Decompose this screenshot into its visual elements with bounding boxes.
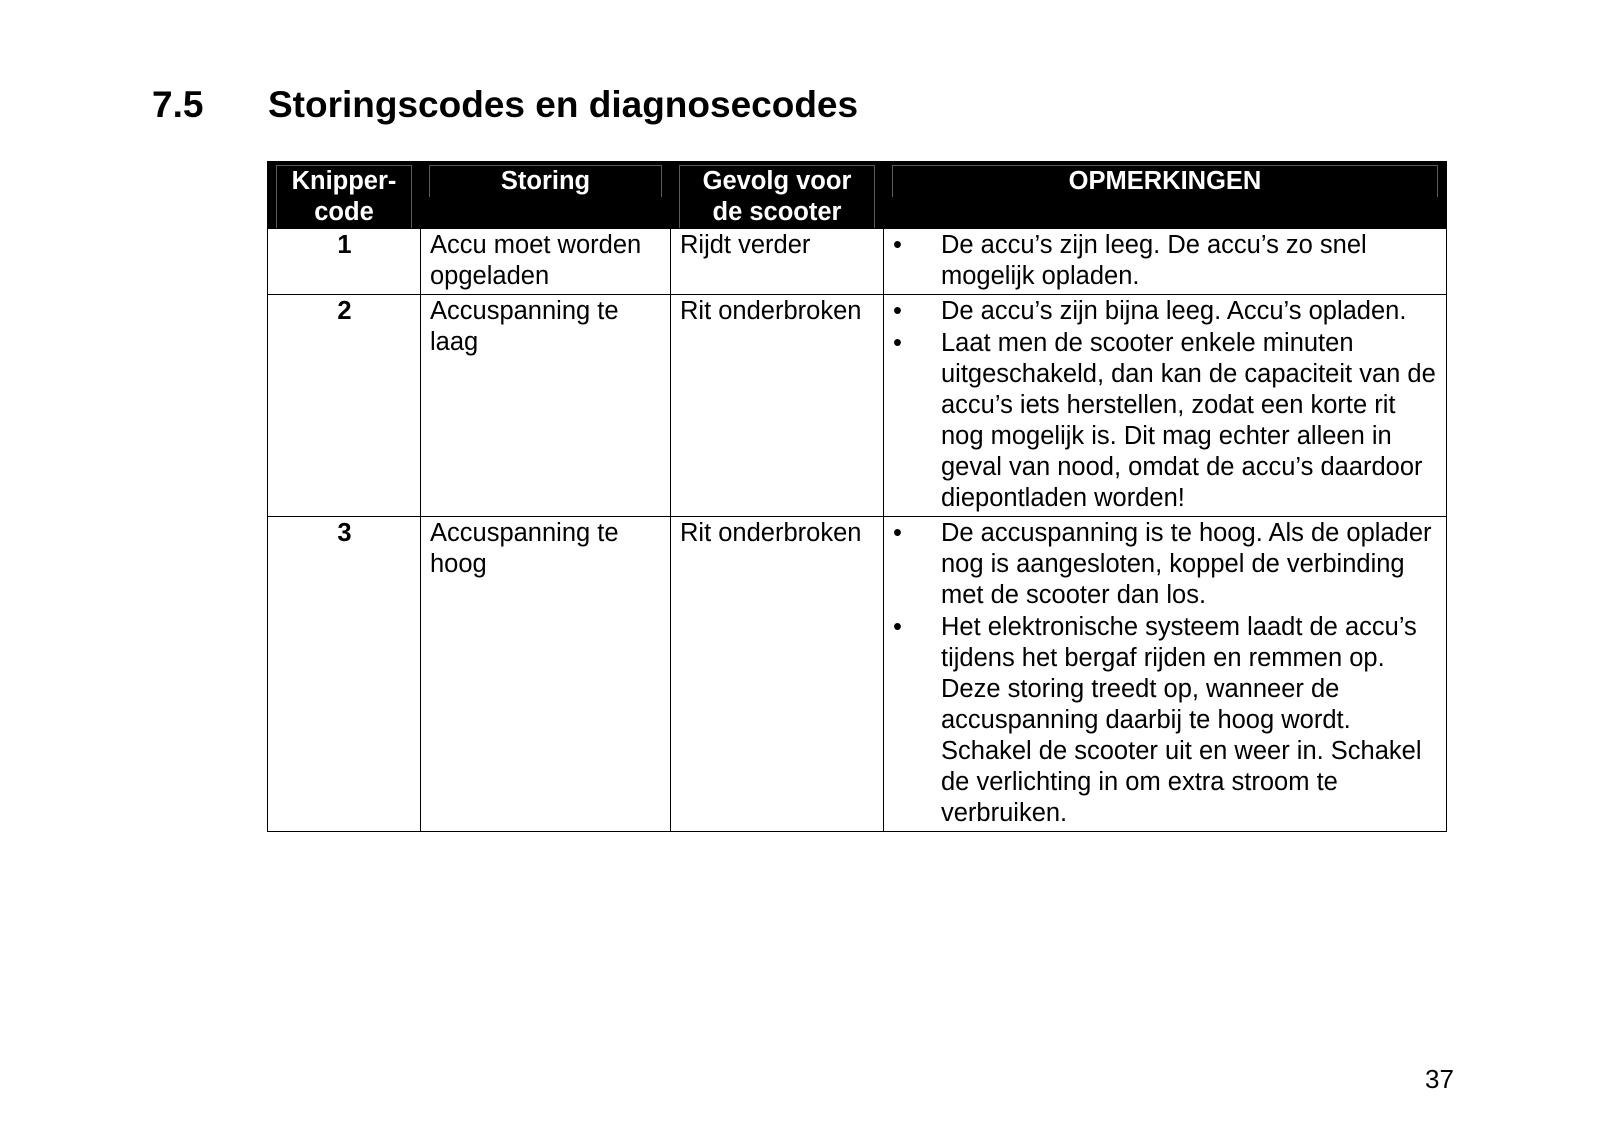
remark-item: • De accu’s zijn leeg. De accu’s zo snel mogelijk opladen.	[893, 230, 1438, 292]
header-blink-code-line1: Knipper-	[291, 167, 397, 195]
blink-code-cell: 2	[268, 295, 421, 517]
header-effect	[671, 162, 884, 229]
remark-item: • Het elektronische systeem laadt de accu’s tijdens het bergaf rijden en remmen op. Deze storing treedt op, wanneer de accuspanning daarbij te hoog wordt. Schakel de scooter uit en weer in. Schakel de verlichting in om extra stroom te verbruiken.	[893, 612, 1438, 829]
section-number: 7.5	[152, 84, 204, 125]
remark-item: • De accuspanning is te hoog. Als de oplader nog is aangesloten, koppel de verbinding met de scooter dan los.	[893, 518, 1438, 611]
remarks-cell	[884, 517, 1447, 832]
effect-cell: Rijdt verder	[671, 229, 884, 295]
header-effect-line2: de scooter	[712, 198, 842, 226]
fault-cell: Accuspanning te hoog	[421, 517, 671, 832]
section-title: Storingscodes en diagnosecodes	[268, 84, 859, 125]
table-row	[268, 295, 1447, 517]
remark-item: • Laat men de scooter enkele minuten uitgeschakeld, dan kan de capaciteit van de accu’s iets herstellen, zodat een korte rit nog mogelijk is. Dit mag echter alleen in geval van nood, omdat de accu’s daardoor diepontladen worden!	[893, 328, 1438, 514]
header-remarks	[884, 162, 1447, 229]
blink-code-cell: 1	[268, 229, 421, 295]
remarks-cell	[884, 229, 1447, 295]
remarks-list	[893, 518, 1438, 829]
header-fault-label: Storing	[500, 167, 591, 195]
table-row	[268, 229, 1447, 295]
fault-codes-table	[267, 161, 1447, 832]
fault-cell: Accu moet worden opgeladen	[421, 229, 671, 295]
header-remarks-label: OPMERKINGEN	[1068, 167, 1262, 195]
remarks-list	[893, 296, 1438, 514]
effect-cell: Rit onderbroken	[671, 295, 884, 517]
blink-code-cell: 3	[268, 517, 421, 832]
table-header-row	[268, 162, 1447, 229]
header-effect-line1: Gevolg voor	[702, 167, 852, 195]
table-row	[268, 517, 1447, 832]
remarks-cell	[884, 295, 1447, 517]
effect-cell: Rit onderbroken	[671, 517, 884, 832]
header-blink-code	[268, 162, 421, 229]
remark-item: • De accu’s zijn bijna leeg. Accu’s opladen.	[893, 296, 1438, 327]
page-number: 37	[1425, 1064, 1454, 1094]
fault-cell: Accuspanning te laag	[421, 295, 671, 517]
remarks-list	[893, 230, 1438, 292]
header-blink-code-line2: code	[314, 198, 374, 226]
header-fault	[421, 162, 671, 229]
section-heading	[152, 82, 858, 128]
